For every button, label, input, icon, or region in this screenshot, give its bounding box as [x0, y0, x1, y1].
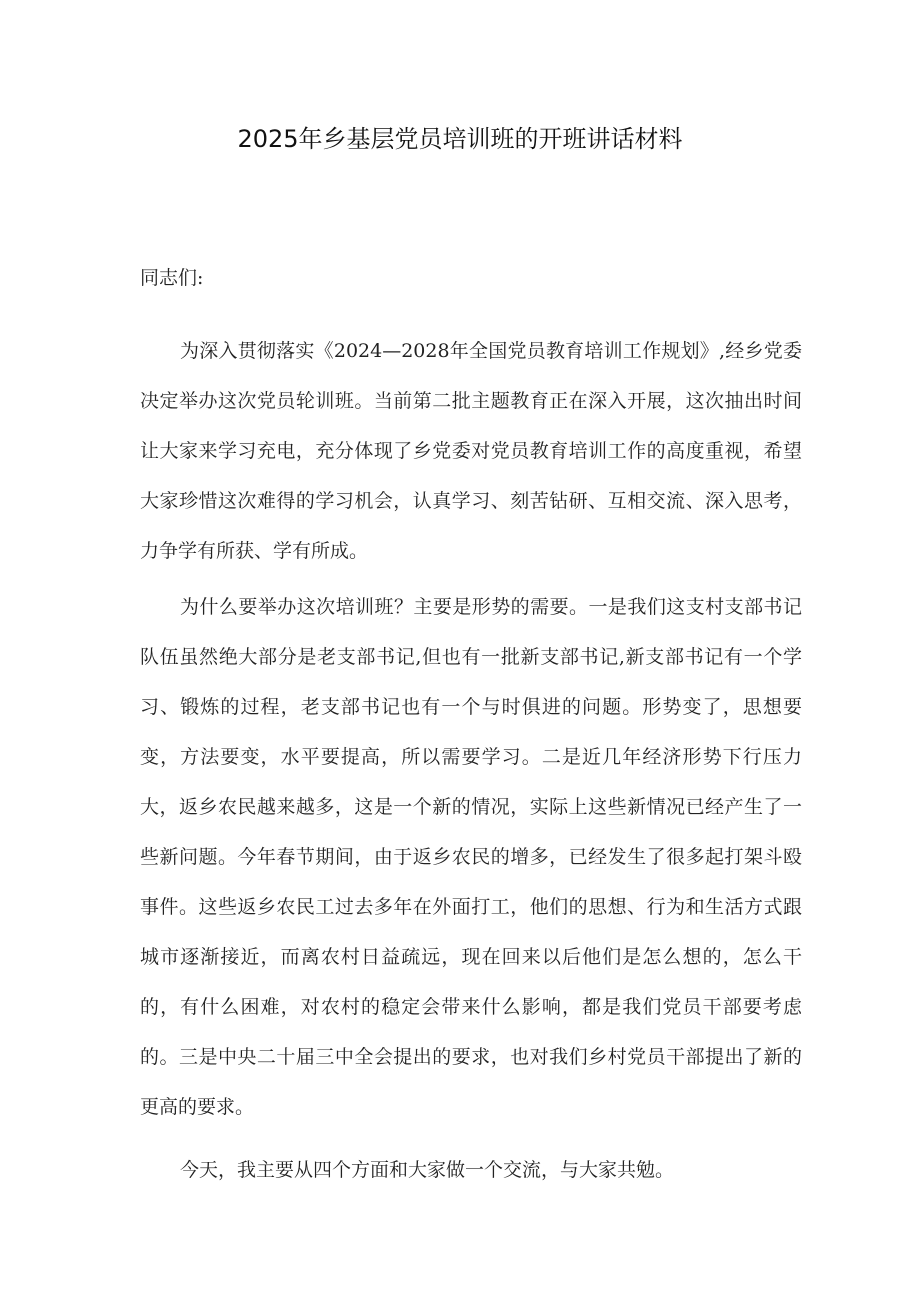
document-title: 2025年乡基层党员培训班的开班讲话材料 [237, 125, 683, 153]
paragraph-1: 为深入贯彻落实《2024—2028年全国党员教育培训工作规划》,经乡党委决定举办这次党员轮训班。当前第二批主题教育正在深入开展，这次抽出时间让大家来学习充电，充分体现了乡党委对党员教育培训工作的高度重视，希望大家珍惜这次难得的学习机会，认真学习、刻苦钻研、互相交流、深入思考，力争学有所获、学有所成。 [140, 340, 802, 562]
paragraph-3: 今天，我主要从四个方面和大家做一个交流，与大家共勉。 [180, 1159, 675, 1181]
salutation: 同志们: [140, 267, 204, 289]
paragraph-2: 为什么要举办这次培训班？主要是形势的需要。一是我们这支村支部书记队伍虽然绝大部分是老支部书记,但也有一批新支部书记,新支部书记有一个学习、锻炼的过程，老支部书记也有一个与时俱进的问题。形势变了，思想要变，方法要变，水平要提高，所以需要学习。二是近几年经济形势下行压力大，返乡农民越来越多，这是一个新的情况，实际上这些新情况已经产生了一些新问题。今年春节期间，由于返乡农民的增多，已经发生了很多起打架斗殴事件。这些返乡农民工过去多年在外面打工，他们的思想、行为和生活方式跟城市逐渐接近，而离农村日益疏远，现在回来以后他们是怎么想的，怎么干的，有什么困难，对农村的稳定会带来什么影响，都是我们党员干部要考虑的。三是中央二十届三中全会提出的要求，也对我们乡村党员干部提出了新的更高的要求。 [140, 596, 802, 1118]
